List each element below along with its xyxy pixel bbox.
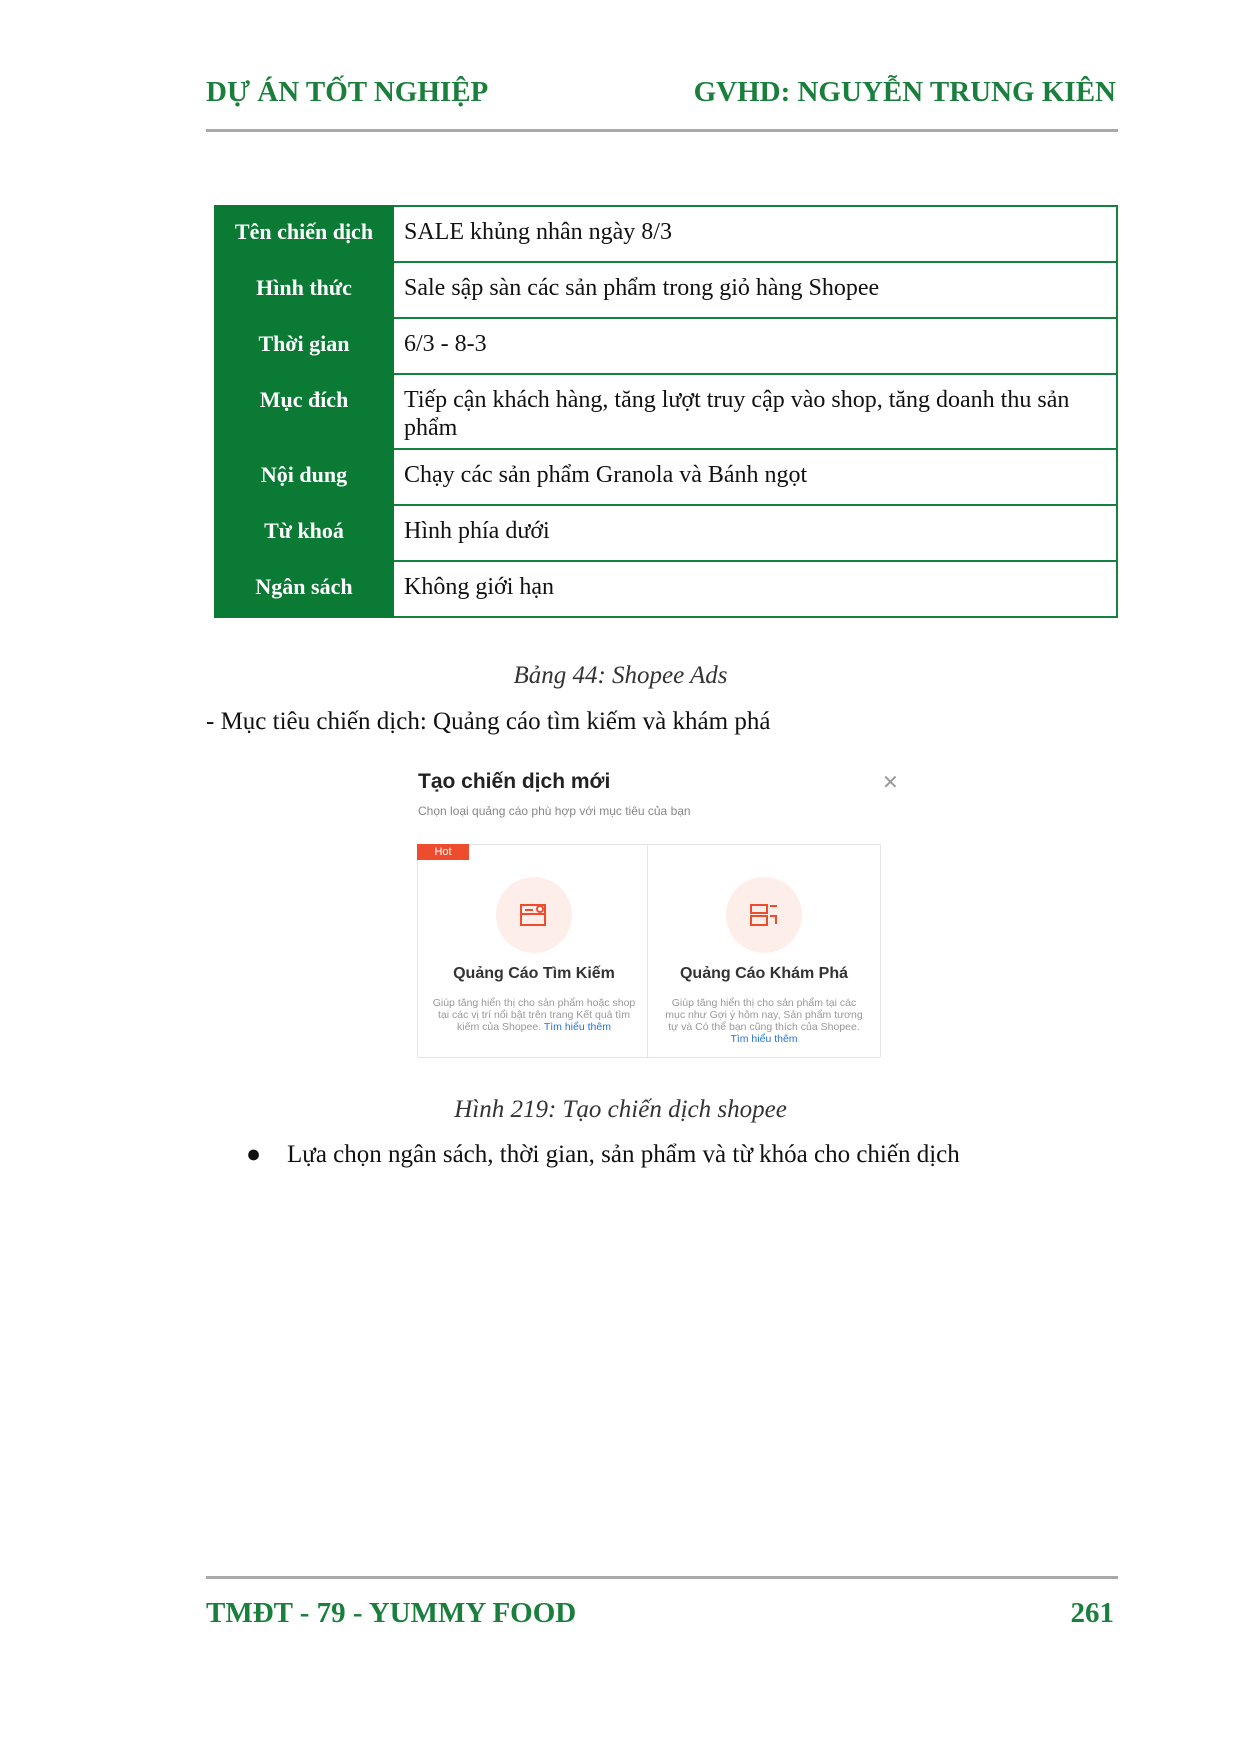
bullet-text: Lựa chọn ngân sách, thời gian, sản phẩm và từ khóa cho chiến dịch [287, 1141, 960, 1168]
row-value: Chạy các sản phẩm Granola và Bánh ngọt [393, 449, 1117, 505]
row-value: 6/3 - 8-3 [393, 318, 1117, 374]
card-description: Giúp tăng hiển thị cho sản phẩm tại các mục như Gợi ý hôm nay, Sản phẩm tương tự và Có thể bạn cũng thích của Shopee. Tìm hiểu thêm [665, 997, 863, 1045]
row-label: Hình thức [215, 262, 393, 318]
table-row [215, 561, 1117, 617]
card-description: Giúp tăng hiển thị cho sản phẩm hoặc shop tại các vị trí nổi bật trên trang Kết quả tìm kiếm của Shopee. Tìm hiểu thêm [432, 997, 636, 1033]
header-divider [206, 129, 1118, 132]
discovery-ads-card[interactable] [647, 844, 881, 1058]
page-header [206, 74, 1116, 110]
row-value: Tiếp cận khách hàng, tăng lượt truy cập vào shop, tăng doanh thu sản phẩm [393, 374, 1117, 449]
table-row [215, 449, 1117, 505]
row-label: Mục đích [215, 374, 393, 449]
figure-caption: Hình 219: Tạo chiến dịch shopee [454, 1096, 787, 1123]
row-label: Nội dung [215, 449, 393, 505]
table-caption: Bảng 44: Shopee Ads [513, 662, 728, 689]
footer-title: TMĐT - 79 - YUMMY FOOD [206, 1597, 577, 1629]
row-value: SALE khủng nhân ngày 8/3 [393, 206, 1117, 262]
row-value: Không giới hạn [393, 561, 1117, 617]
close-icon[interactable]: ✕ [882, 772, 899, 794]
learn-more-link[interactable]: Tìm hiểu thêm [543, 1021, 611, 1033]
row-label: Thời gian [215, 318, 393, 374]
hot-badge: Hot [417, 844, 469, 860]
campaign-table [214, 205, 1118, 618]
page-footer [206, 1597, 1114, 1630]
row-label: Từ khoá [215, 505, 393, 561]
row-label: Tên chiến dịch [215, 206, 393, 262]
campaign-screenshot [400, 760, 920, 1070]
header-project-title: DỰ ÁN TỐT NGHIỆP [206, 75, 489, 108]
table-row [215, 505, 1117, 561]
table-row [215, 374, 1117, 449]
discovery-ads-icon [726, 877, 802, 953]
objective-line: - Mục tiêu chiến dịch: Quảng cáo tìm kiếm và khám phá [206, 708, 771, 735]
learn-more-link[interactable]: Tìm hiểu thêm [730, 1033, 798, 1045]
header-advisor: GVHD: NGUYỄN TRUNG KIÊN [693, 75, 1116, 108]
dialog-subtitle: Chọn loại quảng cáo phù hợp với mục tiêu của bạn [418, 804, 691, 818]
card-title: Quảng Cáo Khám Phá [679, 965, 849, 982]
row-label: Ngân sách [215, 561, 393, 617]
card-title: Quảng Cáo Tìm Kiếm [453, 965, 615, 982]
table-row [215, 318, 1117, 374]
search-ads-icon [496, 877, 572, 953]
row-value: Hình phía dưới [393, 505, 1117, 561]
row-value: Sale sập sàn các sản phẩm trong giỏ hàng Shopee [393, 262, 1117, 318]
dialog-title: Tạo chiến dịch mới [418, 770, 611, 793]
bullet-dot: ● [246, 1141, 262, 1168]
table-row [215, 262, 1117, 318]
search-ads-card[interactable] [417, 844, 651, 1058]
footer-divider [206, 1576, 1118, 1579]
table-row [215, 206, 1117, 262]
page-number: 261 [1070, 1597, 1114, 1629]
